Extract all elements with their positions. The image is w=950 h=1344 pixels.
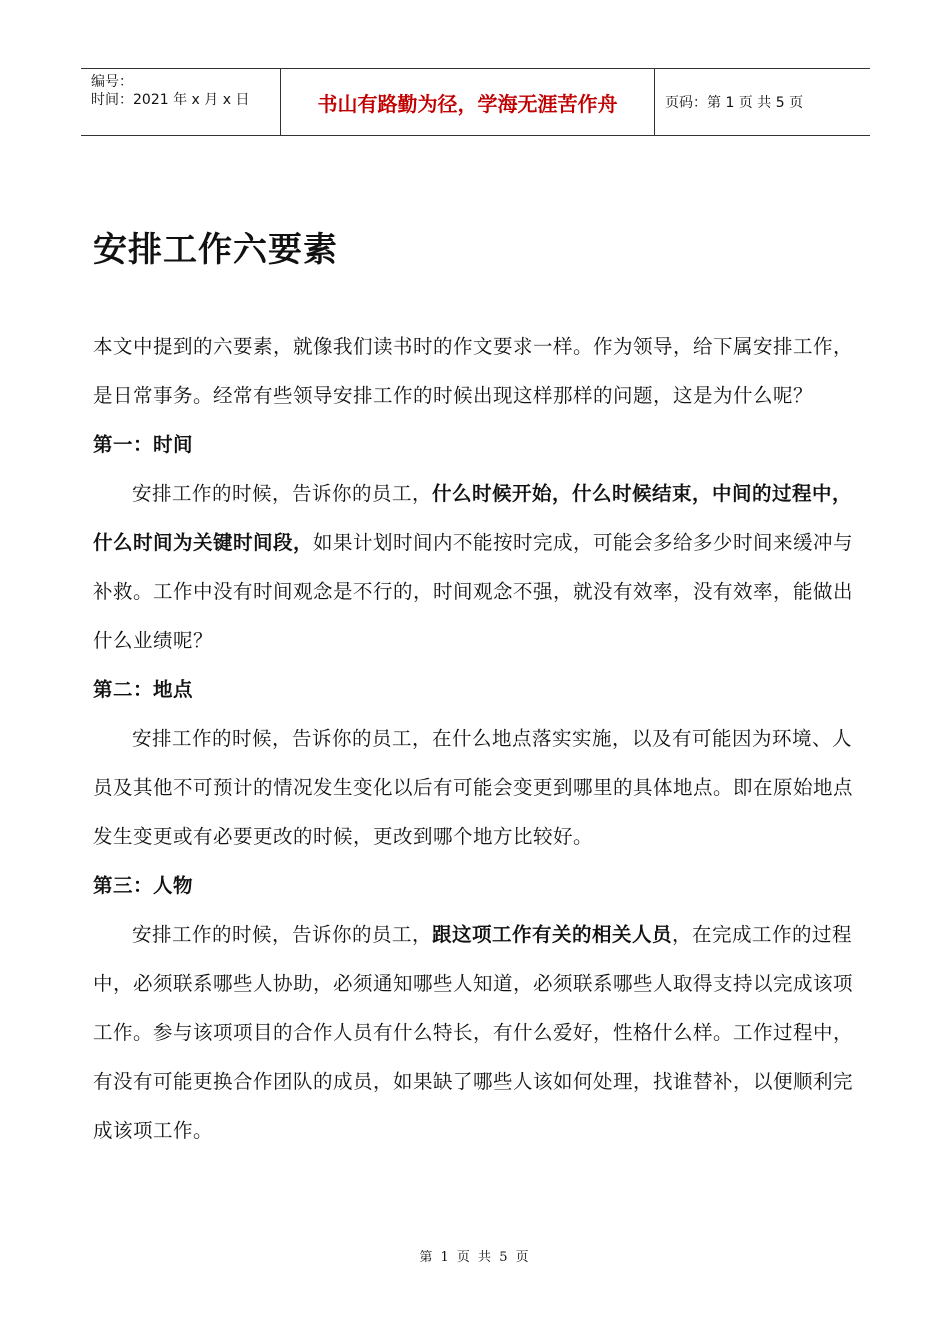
- section-heading-people: 第三：人物: [93, 874, 194, 897]
- section-heading-place: 第二：地点: [93, 678, 194, 701]
- paragraph-bold-text: 什么时候开始，什么时候结束，中间的过程中，什么时间为关键时间段，: [93, 482, 853, 554]
- number-label: 编号：: [91, 74, 133, 90]
- document-body: [93, 322, 865, 1155]
- paragraph-text: ，在完成工作的过程中，必须联系哪些人协助，必须通知哪些人知道，必须联系哪些人取得支持以完成该项工作。参与该项项目的合作人员有什么特长，有什么爱好，性格什么样。工作过程中，有没有可能更换合作团队的成员，如果缺了哪些人该如何处理，找谁替补，以便顺利完成该项工作。: [93, 923, 854, 1142]
- page-info: 页码：第 1 页 共 5 页: [665, 95, 804, 111]
- section-heading-time: 第一：时间: [93, 433, 194, 456]
- document-title: 安排工作六要素: [93, 230, 338, 270]
- paragraph-text: 安排工作的时候，告诉你的员工，: [132, 923, 433, 946]
- motto: 书山有路勤为径，学海无涯苦作舟: [281, 69, 655, 135]
- date-line: 时间：2021 年 x 月 x 日: [91, 92, 250, 108]
- header-table: [81, 68, 870, 136]
- section-paragraph-people: [93, 910, 865, 1155]
- page-footer: 第 1 页 共 5 页: [419, 1250, 531, 1265]
- intro-paragraph: 本文中提到的六要素，就像我们读书时的作文要求一样。作为领导，给下属安排工作，是日常事务。经常有些领导安排工作的时候出现这样那样的问题，这是为什么呢？: [93, 335, 854, 407]
- paragraph-text: 安排工作的时候，告诉你的员工，: [132, 482, 433, 505]
- header-meta-cell: [81, 69, 281, 135]
- section-paragraph-place: [93, 714, 865, 861]
- paragraph-bold-text: 跟这项工作有关的相关人员: [432, 923, 673, 946]
- paragraph-text: 如果计划时间内不能按时完成，可能会多给多少时间来缓冲与补救。工作中没有时间观念是不行的，时间观念不强，就没有效率，没有效率，能做出什么业绩呢？: [93, 531, 854, 652]
- paragraph-text: 安排工作的时候，告诉你的员工，在什么地点落实实施，以及有可能因为环境、人员及其他不可预计的情况发生变化以后有可能会变更到哪里的具体地点。即在原始地点发生变更或有必要更改的时候，更改到哪个地方比较好。: [93, 727, 854, 848]
- section-paragraph-time: [93, 469, 865, 665]
